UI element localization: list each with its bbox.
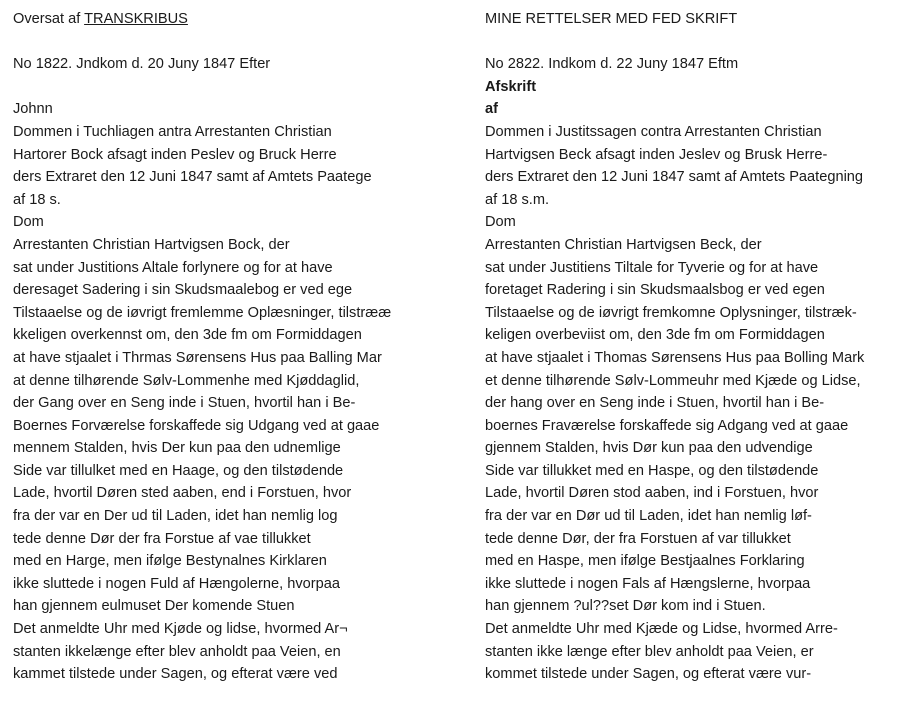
text-line: Arrestanten Christian Hartvigsen Bock, der (13, 236, 290, 253)
text-line: Side var tillukket med en Haspe, og den tilstødende (485, 462, 819, 479)
text-line: ikke sluttede i nogen Fuld af Hængolerne, hvorpaa (13, 575, 340, 592)
text-line: Dom (485, 214, 516, 231)
text-line: Boernes Forværelse forskaffede sig Udgang ved at gaae (13, 417, 380, 434)
text-line: med en Haspe, men ifølge Bestjaalnes Forklaring (485, 553, 805, 570)
text-line: tede denne Dør der fra Forstue af vae tillukket (13, 530, 311, 547)
original-transcription-column (13, 8, 463, 686)
text-line: Dommen i Justitssagen contra Arrestanten Christian (485, 123, 822, 140)
right-header: MINE RETTELSER MED FED SKRIFT (485, 11, 738, 27)
text-line: boernes Fraværelse forskaffede sig Adgang ved at gaae (485, 417, 849, 434)
text-line: Johnn (13, 101, 53, 118)
text-line: ikke sluttede i nogen Fals af Hængslerne, hvorpaa (485, 575, 811, 592)
text-line: mennem Stalden, hvis Der kun paa den udnemlige (13, 440, 341, 457)
text-line: Lade, hvortil Døren stod aaben, ind i Forstuen, hvor (485, 485, 819, 502)
text-line: Det anmeldte Uhr med Kjøde og lidse, hvormed Ar¬ (13, 621, 348, 638)
text-line: af 18 s. (13, 191, 61, 208)
text-line: af (485, 101, 498, 118)
text-line: der Gang over en Seng inde i Stuen, hvortil han i Be- (13, 395, 356, 412)
text-line: fra der var en Dør ud til Laden, idet han nemlig løf- (485, 508, 812, 525)
text-line: Dommen i Tuchliagen antra Arrestanten Christian (13, 123, 332, 140)
text-line: fra der var en Der ud til Laden, idet han nemlig log (13, 508, 338, 525)
text-line: Afskrift (485, 78, 537, 95)
text-line: Tilstaaelse og de iøvrigt fremlemme Oplæsninger, tilstrææ (13, 304, 392, 321)
text-line: stanten ikke længe efter blev anholdt paa Veien, er (485, 643, 814, 660)
text-line: kommet tilstede under Sagen, og efterat være vur- (485, 666, 812, 683)
text-line: at have stjaalet i Thomas Sørensens Hus paa Bolling Mark (485, 349, 865, 366)
left-header (13, 8, 463, 31)
text-line: med en Harge, men ifølge Bestynalnes Kirklaren (13, 553, 327, 570)
text-line: gjennem Stalden, hvis Dør kun paa den udvendige (485, 440, 813, 457)
text-line: No 2822. Indkom d. 22 Juny 1847 Eftm (485, 56, 739, 73)
text-line: Dom (13, 214, 44, 231)
text-line: Side var tillulket med en Haage, og den tilstødende (13, 462, 344, 479)
text-line: stanten ikkelænge efter blev anholdt paa Veien, en (13, 643, 341, 660)
text-line: Arrestanten Christian Hartvigsen Beck, der (485, 236, 762, 253)
corrections-column (485, 8, 905, 686)
text-line: No 1822. Jndkom d. 20 Juny 1847 Efter (13, 56, 271, 73)
text-line: tede denne Dør, der fra Forstuen af var tillukket (485, 530, 791, 547)
text-line: at denne tilhørende Sølv-Lommenhe med Kjøddaglid, (13, 372, 360, 389)
text-line: Hartorer Bock afsagt inden Peslev og Bruck Herre (13, 146, 337, 163)
text-line: deresaget Sadering i sin Skudsmaalebog er ved ege (13, 282, 353, 299)
left-header-prefix: Oversat af (13, 11, 85, 27)
text-line: sat under Justitions Altale forlynere og for at have (13, 259, 333, 276)
text-line: foretaget Radering i sin Skudsmaalsbog er ved egen (485, 282, 825, 299)
text-line: keligen overbeviist om, den 3de fm om Formiddagen (485, 327, 825, 344)
text-line (13, 76, 463, 99)
text-line: ders Extraret den 12 Juni 1847 samt af Amtets Paategning (485, 169, 864, 186)
text-line: der hang over en Seng inde i Stuen, hvortil han i Be- (485, 395, 825, 412)
text-line: kkeligen overkennst om, den 3de fm om Formiddagen (13, 327, 362, 344)
text-line: sat under Justitiens Tiltale for Tyverie og for at have (485, 259, 819, 276)
text-line: han gjennem eulmuset Der komende Stuen (13, 598, 295, 615)
text-line: kammet tilstede under Sagen, og efterat være ved (13, 666, 338, 683)
text-line: et denne tilhørende Sølv-Lommeuhr med Kjæde og Lidse, (485, 372, 861, 389)
text-line: Hartvigsen Beck afsagt inden Jeslev og Brusk Herre- (485, 146, 828, 163)
text-line: ders Extraret den 12 Juni 1847 samt af Amtets Paatege (13, 169, 372, 186)
text-line: at have stjaalet i Thrmas Sørensens Hus paa Balling Mar (13, 349, 382, 366)
text-line: Det anmeldte Uhr med Kjæde og Lidse, hvormed Arre- (485, 621, 838, 638)
text-line: Lade, hvortil Døren sted aaben, end i Forstuen, hvor (13, 485, 352, 502)
text-line: han gjennem ?ul??set Dør kom ind i Stuen. (485, 598, 766, 615)
text-line: af 18 s.m. (485, 191, 550, 208)
text-line: Tilstaaelse og de iøvrigt fremkomne Oplysninger, tilstræk- (485, 304, 857, 321)
transkribus-link[interactable]: TRANSKRIBUS (84, 11, 188, 27)
